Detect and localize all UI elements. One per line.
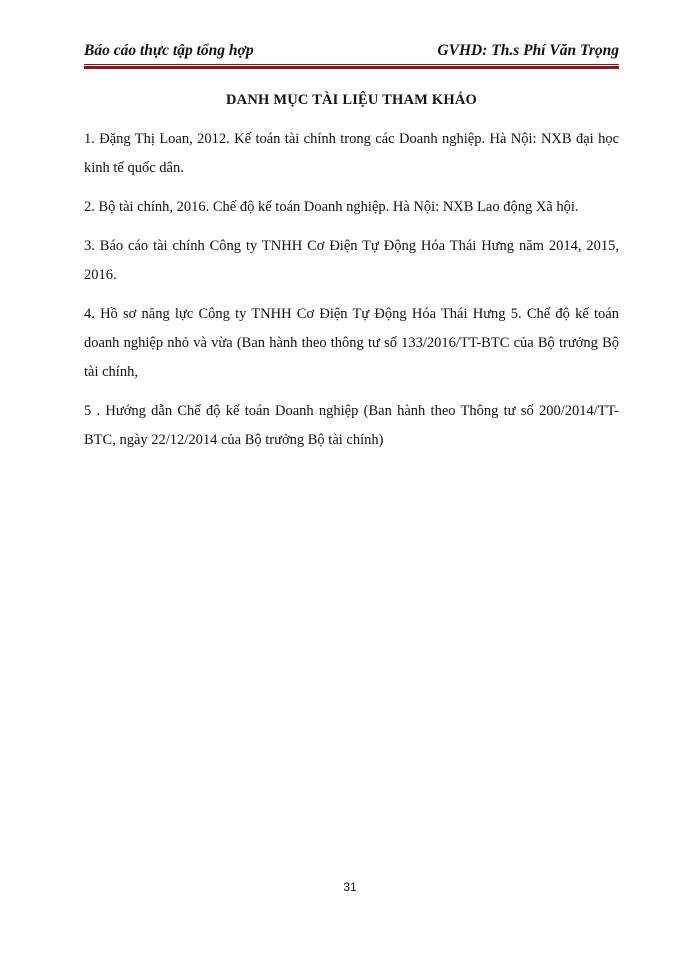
reference-item-3: 3. Báo cáo tài chính Công ty TNHH Cơ Điện Tự Động Hóa Thái Hưng năm 2014, 2015, 2016. <box>84 238 619 283</box>
reference-item-2: 2. Bộ tài chính, 2016. Chế độ kế toán Doanh nghiệp. Hà Nội: NXB Lao động Xã hội. <box>84 199 579 215</box>
header-report-title: Báo cáo thực tập tổng hợp <box>84 42 254 59</box>
header-rule-thin <box>84 64 619 65</box>
header-supervisor: GVHD: Th.s Phí Văn Trọng <box>437 42 619 59</box>
header-rule-thick <box>84 66 619 69</box>
reference-item-5: 5 . Hướng dẫn Chế độ kế toán Doanh nghiệp (Ban hành theo Thông tư số 200/2014/TT-BTC, ngày 22/12/2014 của Bộ trưởng Bộ tài chính) <box>84 403 619 448</box>
page-header <box>84 40 619 64</box>
page-number: 31 <box>343 880 357 894</box>
reference-list <box>84 125 619 465</box>
reference-item-1: 1. Đặng Thị Loan, 2012. Kế toán tài chính trong các Doanh nghiệp. Hà Nội: NXB đại học kinh tế quốc dân. <box>84 131 619 176</box>
reference-item-4: 4. Hồ sơ năng lực Công ty TNHH Cơ Điện Tự Động Hóa Thái Hưng 5. Chế độ kế toán doanh nghiệp nhỏ và vừa (Ban hành theo thông tư số 133/2016/TT-BTC của Bộ trưởng Bộ tài chính, <box>84 306 619 380</box>
page-title: DANH MỤC TÀI LIỆU THAM KHẢO <box>226 92 477 108</box>
